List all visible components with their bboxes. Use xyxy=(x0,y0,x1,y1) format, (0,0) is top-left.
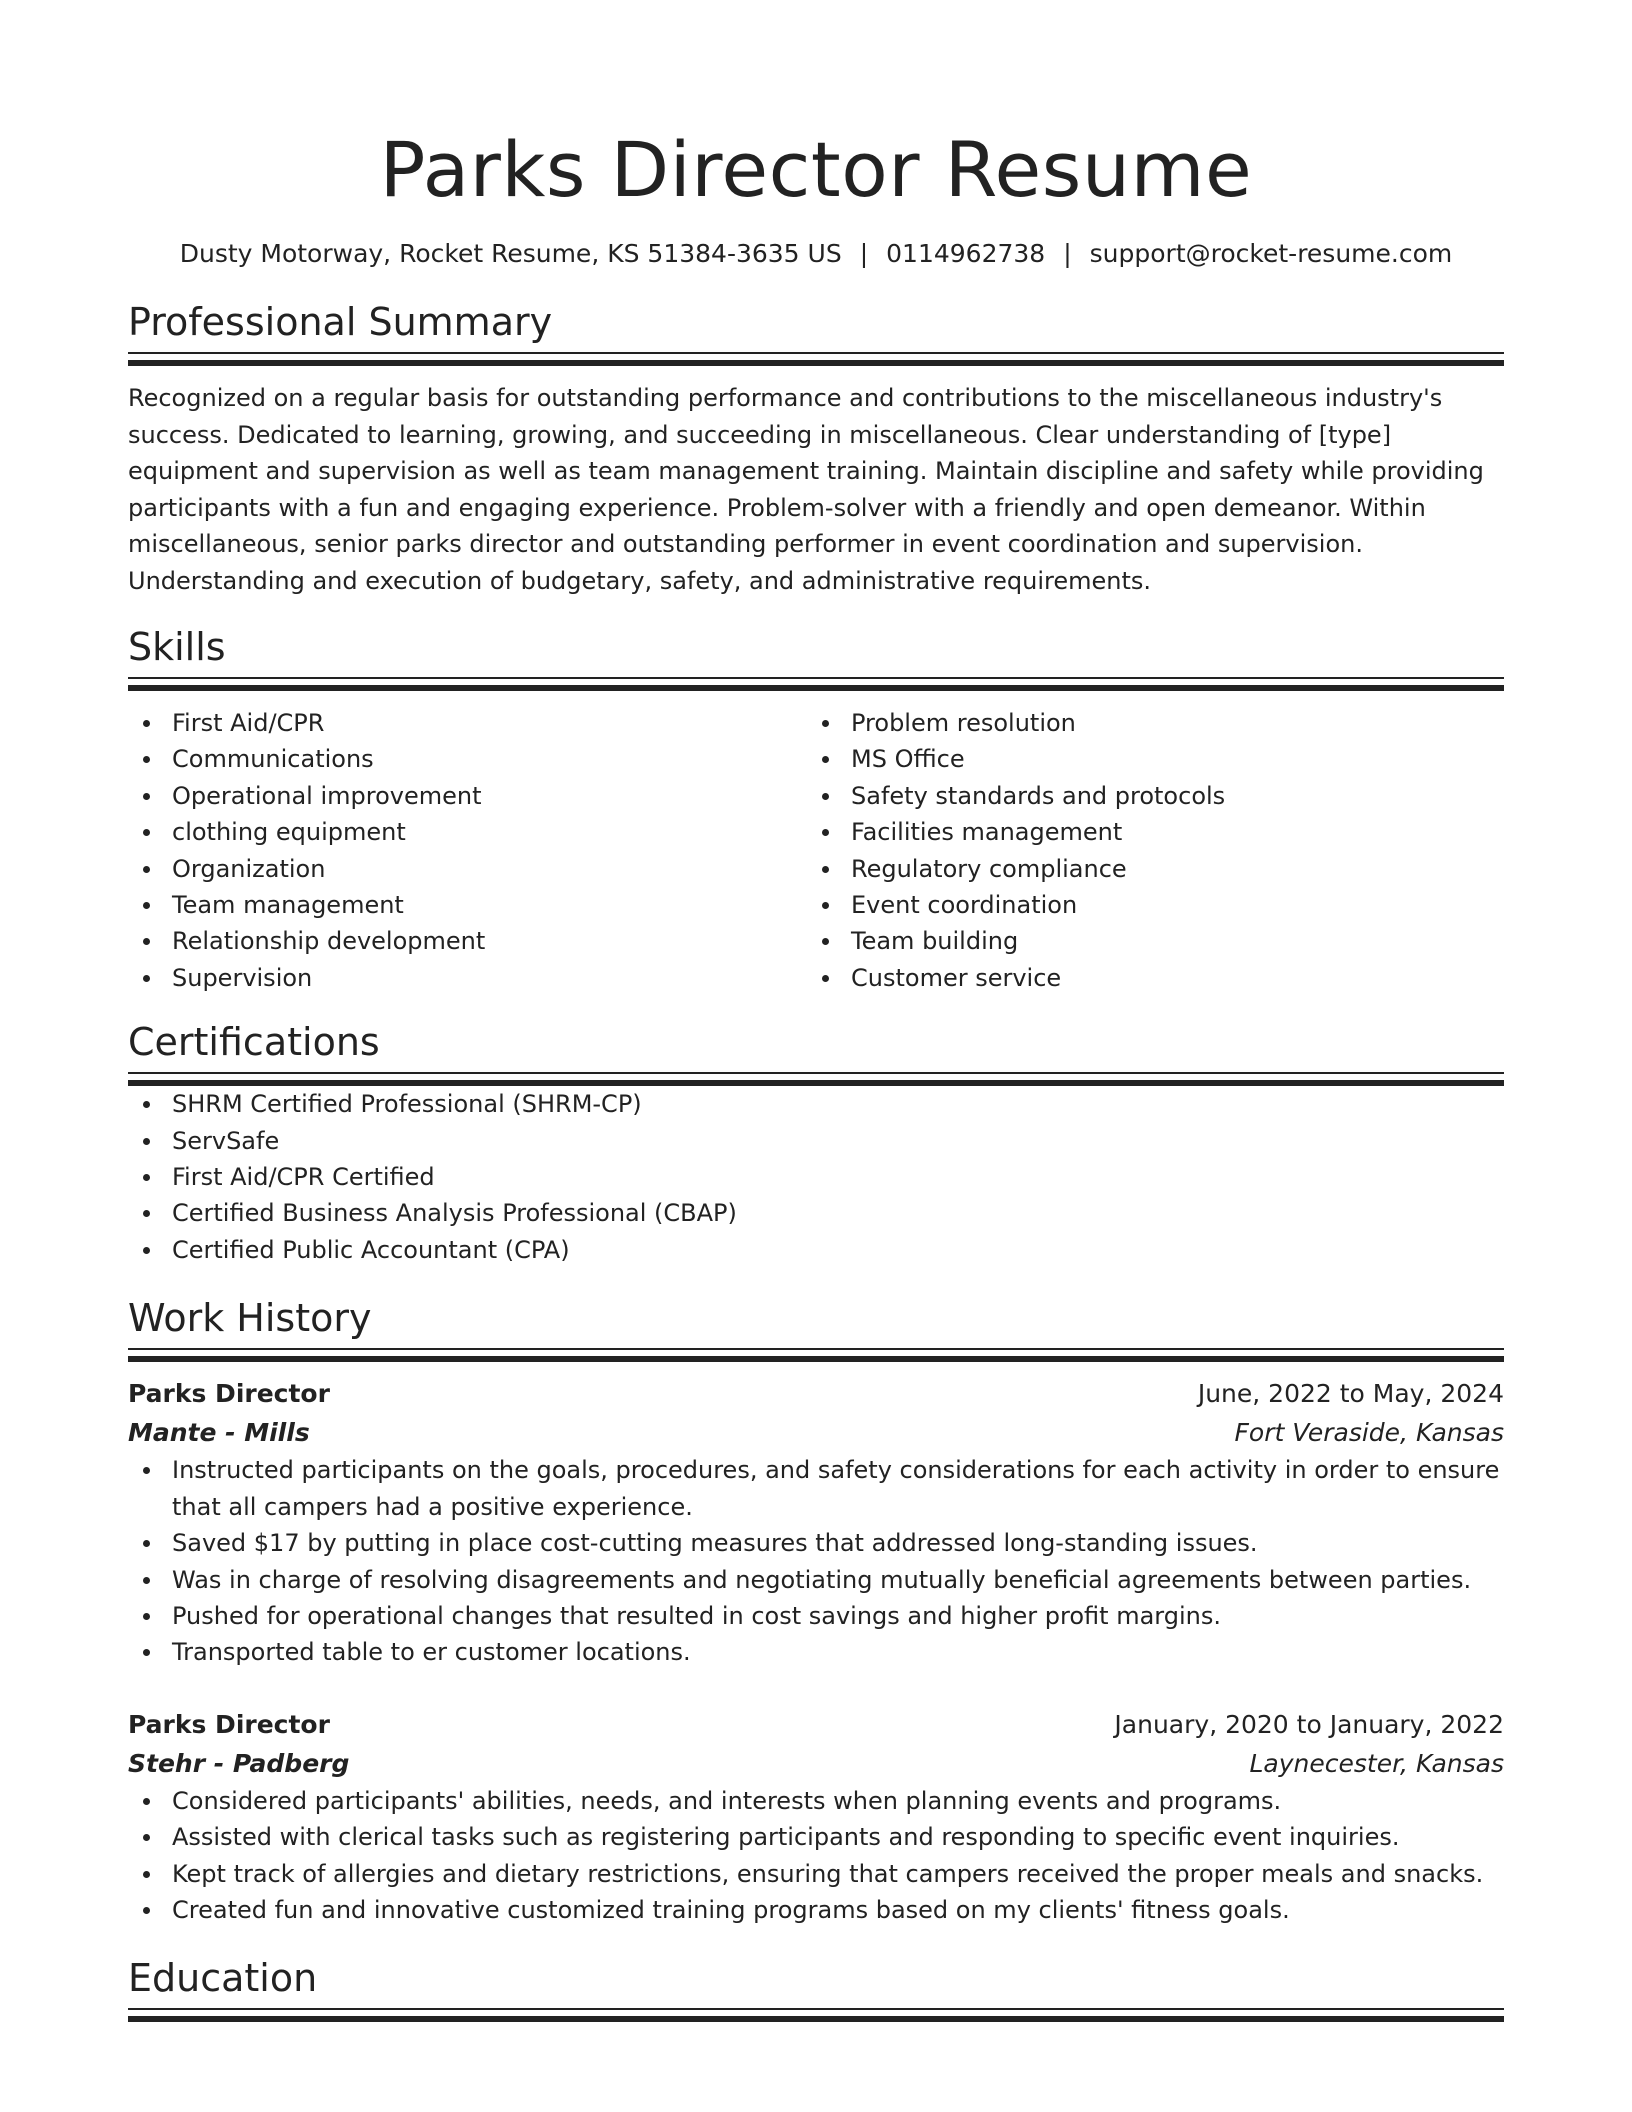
skill-item: MS Office xyxy=(807,741,1486,777)
job-title: Parks Director xyxy=(128,1379,330,1409)
section-divider xyxy=(128,2008,1504,2022)
certification-item: Certified Public Accountant (CPA) xyxy=(128,1232,1504,1268)
job-bullet: Considered participants' abilities, needs, and interests when planning events and programs. xyxy=(128,1783,1504,1819)
section-header-certifications xyxy=(128,1006,1504,1086)
job-title-row xyxy=(128,1705,1504,1744)
certification-item: SHRM Certified Professional (SHRM-CP) xyxy=(128,1086,1504,1122)
section-header-skills xyxy=(128,611,1504,691)
job-dates: June, 2022 to May, 2024 xyxy=(1197,1379,1504,1409)
section-title-skills: Skills xyxy=(128,625,226,669)
job-bullet: Was in charge of resolving disagreements and negotiating mutually beneficial agreements between parties. xyxy=(128,1562,1504,1598)
skill-item: Customer service xyxy=(807,960,1486,996)
section-divider xyxy=(128,1348,1504,1362)
certification-item: Certified Business Analysis Professional (CBAP) xyxy=(128,1195,1504,1231)
section-divider xyxy=(128,677,1504,691)
job-responsibilities xyxy=(128,1452,1504,1670)
skill-item: Regulatory compliance xyxy=(807,851,1486,887)
certification-item: ServSafe xyxy=(128,1123,1504,1159)
skill-item: Operational improvement xyxy=(128,778,807,814)
skill-item: Problem resolution xyxy=(807,705,1486,741)
section-title-education: Education xyxy=(128,1956,318,2001)
contact-separator: | xyxy=(859,239,869,268)
contact-email: support@rocket-resume.com xyxy=(1089,239,1453,268)
skill-item: Relationship development xyxy=(128,923,807,959)
job-location: Laynecester, Kansas xyxy=(1249,1748,1504,1778)
certification-item: First Aid/CPR Certified xyxy=(128,1159,1504,1195)
skill-item: Facilities management xyxy=(807,814,1486,850)
section-divider xyxy=(128,352,1504,366)
section-title-work-history: Work History xyxy=(128,1296,372,1341)
section-divider xyxy=(128,1072,1504,1086)
summary-text: Recognized on a regular basis for outstanding performance and contributions to the miscellaneous industry's success. Dedicated to learning, growing, and succeeding in miscellaneous. Clear understanding of [type] equipment and supervision as well as team management training. Maintain discipline and safety while providing participants with a fun and engaging experience. Problem-solver with a friendly and open demeanor. Within miscellaneous, senior parks director and outstanding performer in event coordination and supervision. Understanding and execution of budgetary, safety, and administrative requirements. xyxy=(128,384,1484,595)
contact-line xyxy=(128,234,1504,274)
certifications-list xyxy=(128,1086,1504,1268)
skill-item: Supervision xyxy=(128,960,807,996)
job-company-row xyxy=(128,1744,1504,1783)
section-header-work-history xyxy=(128,1282,1504,1362)
job-company-row xyxy=(128,1413,1504,1452)
skill-item: clothing equipment xyxy=(128,814,807,850)
job-location: Fort Veraside, Kansas xyxy=(1234,1418,1504,1448)
job-bullet: Transported table to er customer locations. xyxy=(128,1634,1504,1670)
job-entry xyxy=(128,1705,1504,1929)
job-title: Parks Director xyxy=(128,1709,330,1739)
skill-item: Communications xyxy=(128,741,807,777)
job-bullet: Kept track of allergies and dietary restrictions, ensuring that campers received the proper meals and snacks. xyxy=(128,1856,1504,1892)
section-header-summary xyxy=(128,286,1504,366)
contact-separator: | xyxy=(1063,239,1072,268)
job-entry xyxy=(128,1374,1504,1670)
skill-item: Team management xyxy=(128,887,807,923)
contact-address: Dusty Motorway, Rocket Resume, KS 51384-3635 US xyxy=(179,239,842,268)
skills-column-right xyxy=(807,705,1486,996)
section-header-education xyxy=(128,1942,1504,2022)
skills-list xyxy=(128,705,1504,996)
job-company: Stehr - Padberg xyxy=(128,1748,350,1778)
section-title-summary: Professional Summary xyxy=(128,300,553,344)
skill-item: Organization xyxy=(128,851,807,887)
job-responsibilities xyxy=(128,1783,1504,1929)
job-dates: January, 2020 to January, 2022 xyxy=(1114,1709,1504,1739)
skill-item: Safety standards and protocols xyxy=(807,778,1486,814)
skill-item: First Aid/CPR xyxy=(128,705,807,741)
skills-column-left xyxy=(128,705,807,996)
skill-item: Event coordination xyxy=(807,887,1486,923)
job-bullet: Assisted with clerical tasks such as registering participants and responding to specific event inquiries. xyxy=(128,1819,1504,1855)
job-bullet: Pushed for operational changes that resulted in cost savings and higher profit margins. xyxy=(128,1598,1504,1634)
section-title-certifications: Certifications xyxy=(128,1020,380,1065)
page-title: Parks Director Resume xyxy=(379,125,1253,214)
resume-page xyxy=(128,0,1504,2022)
job-title-row xyxy=(128,1374,1504,1413)
contact-phone: 0114962738 xyxy=(886,239,1046,268)
skill-item: Team building xyxy=(807,923,1486,959)
job-company: Mante - Mills xyxy=(128,1418,310,1448)
job-bullet: Saved $17 by putting in place cost-cutting measures that addressed long-standing issues. xyxy=(128,1525,1504,1561)
job-bullet: Created fun and innovative customized training programs based on my clients' fitness goals. xyxy=(128,1892,1504,1928)
job-bullet: Instructed participants on the goals, procedures, and safety considerations for each activity in order to ensure that all campers had a positive experience. xyxy=(128,1452,1504,1525)
